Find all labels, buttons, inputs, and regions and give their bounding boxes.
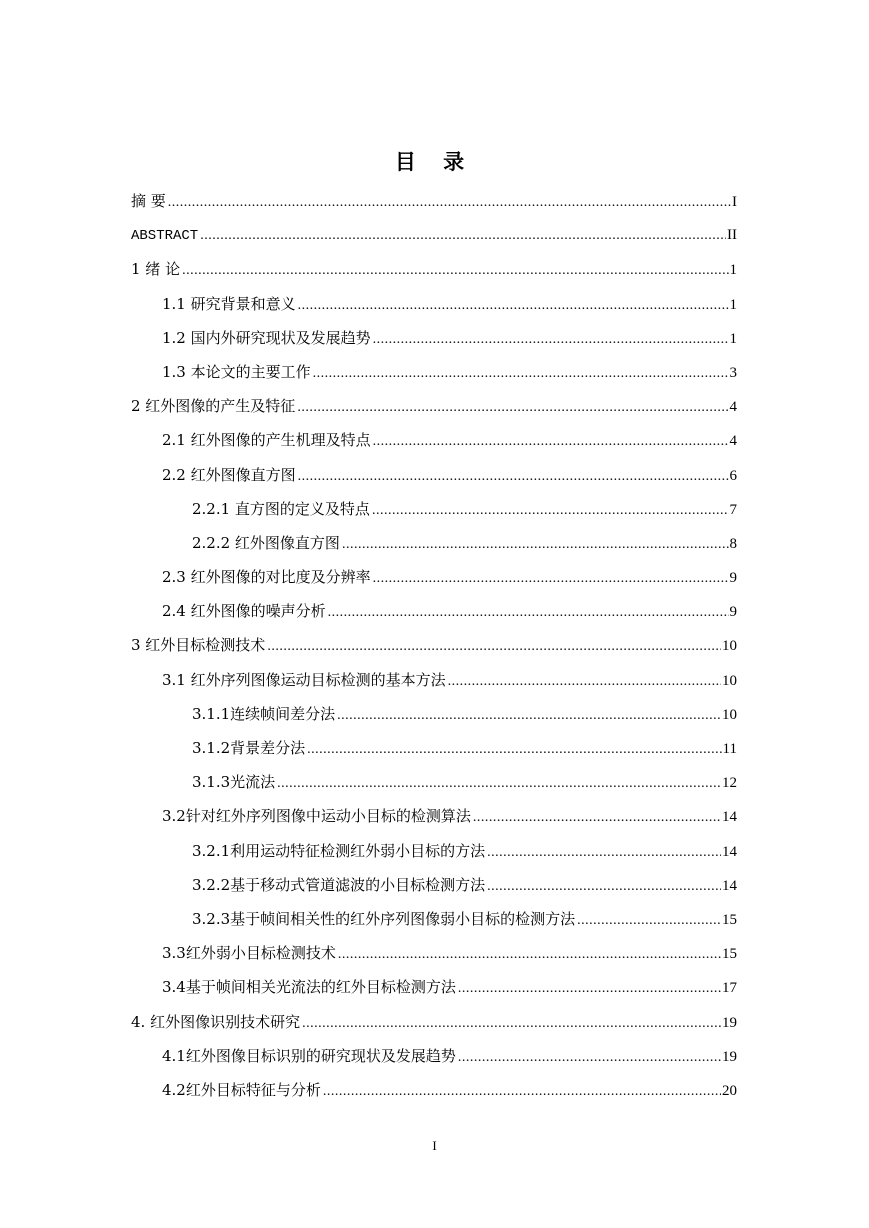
- toc-entry-page: 1: [729, 330, 737, 347]
- toc-entry-title: 3.2.2基于移动式管道滤波的小目标检测方法: [192, 875, 486, 894]
- toc-entry-title: 1 绪 论: [131, 260, 181, 279]
- toc-entry[interactable]: [131, 594, 737, 628]
- toc-entry-page: I: [732, 194, 737, 210]
- dot-leader: [302, 1007, 721, 1041]
- toc-entry-page: 8: [729, 535, 737, 552]
- dot-leader: [342, 528, 729, 562]
- toc-entry[interactable]: [131, 252, 737, 286]
- toc-entry-title: 3.1.3光流法: [192, 773, 276, 792]
- dot-leader: [200, 219, 726, 253]
- toc-entry-page: 14: [722, 877, 737, 894]
- dot-leader: [323, 1075, 721, 1109]
- dot-leader: [298, 289, 729, 323]
- toc-entry-title: 2.2.1 直方图的定义及特点: [192, 499, 370, 518]
- page-number-footer: I: [432, 1138, 437, 1153]
- toc-entry[interactable]: [131, 868, 737, 902]
- table-of-contents: [131, 184, 737, 1107]
- toc-entry[interactable]: [131, 834, 737, 868]
- toc-entry-page: 6: [729, 467, 737, 484]
- toc-entry-page: 10: [722, 638, 737, 655]
- toc-entry-page: 3: [729, 364, 737, 381]
- dot-leader: [297, 391, 728, 425]
- toc-entry-title: 3.4基于帧间相关光流法的红外目标检测方法: [162, 978, 456, 997]
- toc-entry-title: 摘 要: [131, 192, 166, 210]
- toc-entry[interactable]: [131, 526, 737, 560]
- toc-entry-page: 4: [729, 399, 737, 416]
- dot-leader: [458, 972, 721, 1006]
- toc-entry-page: 1: [729, 262, 737, 279]
- toc-entry[interactable]: [131, 936, 737, 970]
- toc-entry-title: 3.2.3基于帧间相关性的红外序列图像弱小目标的检测方法: [192, 909, 576, 928]
- dot-leader: [168, 186, 731, 220]
- toc-entry[interactable]: [131, 628, 737, 662]
- toc-entry-title: 2.2 红外图像直方图: [162, 465, 296, 484]
- toc-entry[interactable]: [131, 321, 737, 355]
- dot-leader: [373, 323, 729, 357]
- toc-entry-page: 12: [722, 775, 737, 792]
- toc-entry[interactable]: [131, 1005, 737, 1039]
- toc-entry-title: 3.2针对红外序列图像中运动小目标的检测算法: [162, 807, 471, 826]
- toc-entry-title: 1.2 国内外研究现状及发展趋势: [162, 328, 371, 347]
- toc-entry[interactable]: [131, 492, 737, 526]
- toc-entry-page: 11: [722, 741, 737, 757]
- dot-leader: [337, 699, 721, 733]
- toc-entry-page: 9: [729, 604, 737, 621]
- toc-entry-title: 3.1.1连续帧间差分法: [192, 704, 336, 723]
- toc-entry[interactable]: [131, 389, 737, 423]
- toc-entry[interactable]: [131, 799, 737, 833]
- toc-entry-title: 1.1 研究背景和意义: [162, 294, 296, 313]
- toc-entry-title: 3 红外目标检测技术: [131, 636, 266, 655]
- dot-leader: [487, 870, 721, 904]
- toc-entry-title: 2.2.2 红外图像直方图: [192, 533, 340, 552]
- toc-entry[interactable]: [131, 355, 737, 389]
- toc-entry[interactable]: [131, 902, 737, 936]
- toc-entry[interactable]: [131, 1039, 737, 1073]
- toc-entry-page: 19: [722, 1048, 737, 1065]
- dot-leader: [473, 801, 721, 835]
- dot-leader: [373, 425, 729, 459]
- toc-entry[interactable]: [131, 287, 737, 321]
- toc-entry-page: 10: [722, 706, 737, 723]
- toc-entry-title: ABSTRACT: [131, 228, 199, 245]
- toc-entry[interactable]: [131, 218, 737, 252]
- toc-entry-page: 15: [722, 946, 737, 963]
- toc-entry[interactable]: [131, 765, 737, 799]
- dot-leader: [298, 460, 729, 494]
- dot-leader: [338, 938, 721, 972]
- dot-leader: [328, 596, 729, 630]
- toc-entry-title: 2.1 红外图像的产生机理及特点: [162, 431, 371, 450]
- dot-leader: [458, 1041, 721, 1075]
- toc-entry-page: II: [727, 227, 737, 244]
- dot-leader: [487, 836, 721, 870]
- toc-entry-title: 1.3 本论文的主要工作: [162, 362, 311, 381]
- toc-entry-page: 4: [729, 433, 737, 450]
- toc-entry-page: 15: [722, 911, 737, 928]
- toc-entry-page: 20: [722, 1082, 737, 1099]
- toc-entry[interactable]: [131, 184, 737, 218]
- dot-leader: [448, 665, 721, 699]
- dot-leader: [182, 254, 728, 288]
- dot-leader: [307, 733, 721, 767]
- toc-entry[interactable]: [131, 731, 737, 765]
- toc-entry[interactable]: [131, 1073, 737, 1107]
- dot-leader: [373, 562, 729, 596]
- page-title: 目 录: [394, 149, 475, 174]
- dot-leader: [372, 494, 729, 528]
- toc-entry-title: 3.2.1利用运动特征检测红外弱小目标的方法: [192, 841, 486, 860]
- toc-entry-title: 2 红外图像的产生及特征: [131, 397, 296, 416]
- toc-entry-page: 7: [729, 501, 737, 518]
- dot-leader: [267, 630, 721, 664]
- toc-entry-page: 9: [729, 570, 737, 587]
- toc-entry-title: 3.1.2背景差分法: [192, 739, 306, 757]
- toc-entry-title: 3.1 红外序列图像运动目标检测的基本方法: [162, 670, 446, 689]
- toc-entry-title: 4.1红外图像目标识别的研究现状及发展趋势: [162, 1046, 456, 1065]
- toc-entry[interactable]: [131, 970, 737, 1004]
- toc-entry[interactable]: [131, 663, 737, 697]
- toc-entry-title: 2.3 红外图像的对比度及分辨率: [162, 568, 371, 587]
- dot-leader: [577, 904, 721, 938]
- toc-entry-title: 4. 红外图像识别技术研究: [131, 1012, 301, 1031]
- toc-entry-page: 14: [722, 843, 737, 860]
- toc-entry[interactable]: [131, 423, 737, 457]
- toc-entry-title: 3.3红外弱小目标检测技术: [162, 944, 336, 963]
- dot-leader: [313, 357, 729, 391]
- toc-entry-page: 19: [722, 1014, 737, 1031]
- toc-entry[interactable]: [131, 697, 737, 731]
- toc-entry[interactable]: [131, 560, 737, 594]
- dot-leader: [277, 767, 721, 801]
- toc-entry-title: 2.4 红外图像的噪声分析: [162, 602, 326, 621]
- toc-entry-page: 1: [729, 296, 737, 313]
- toc-entry-page: 10: [722, 672, 737, 689]
- toc-entry-page: 14: [722, 809, 737, 826]
- toc-entry-page: 17: [722, 980, 737, 997]
- toc-entry-title: 4.2红外目标特征与分析: [162, 1080, 321, 1099]
- toc-entry[interactable]: [131, 458, 737, 492]
